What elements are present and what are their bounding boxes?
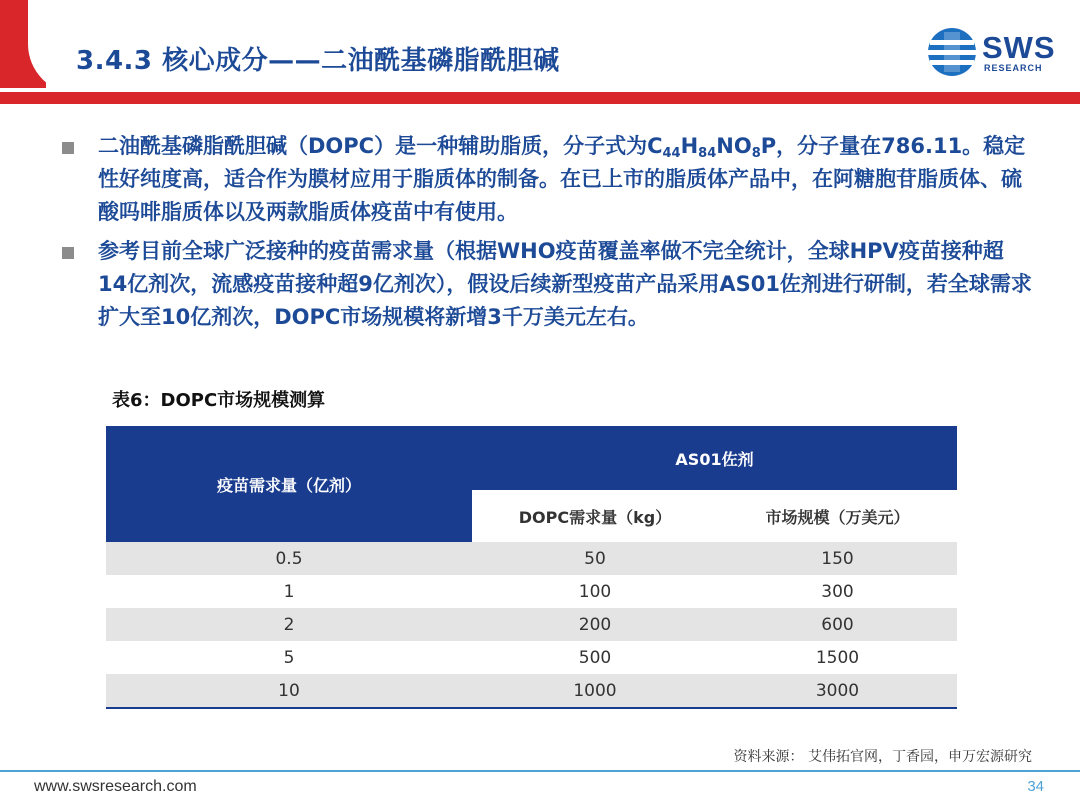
header-market-size: 市场规模（万美元）: [718, 490, 957, 542]
page-number: 34: [1027, 778, 1044, 795]
cell-dopc: 1000: [472, 674, 718, 708]
cell-demand: 2: [106, 608, 472, 641]
footer-url-link[interactable]: www.swsresearch.com: [34, 778, 197, 795]
bullet-text-market: 参考目前全球广泛接种的疫苗需求量（根据WHO疫苗覆盖率做不完全统计，全球HPV疫苗接种超14亿剂次，流感疫苗接种超9亿剂次），假设后续新型疫苗产品采用AS01佐剂进行研制，若全球需求扩大至10亿剂次，DOPC市场规模将新增3千万美元左右。: [98, 239, 1032, 329]
table-row: [106, 608, 957, 641]
cell-demand: 10: [106, 674, 472, 708]
cell-market: 3000: [718, 674, 957, 708]
table-row: [106, 575, 957, 608]
bullet-square-icon: [62, 142, 74, 154]
header-dopc-demand: DOPC需求量（kg）: [472, 490, 718, 542]
header-red-band: [0, 92, 1080, 104]
cell-demand: 0.5: [106, 542, 472, 575]
cell-dopc: 500: [472, 641, 718, 674]
cell-market: 1500: [718, 641, 957, 674]
sws-logo: [926, 26, 1066, 82]
cell-dopc: 200: [472, 608, 718, 641]
bullet-item: [62, 235, 1032, 334]
cell-dopc: 50: [472, 542, 718, 575]
footer-divider: [0, 770, 1080, 772]
cell-demand: 1: [106, 575, 472, 608]
bullet-square-icon: [62, 247, 74, 259]
cell-demand: 5: [106, 641, 472, 674]
header-vaccine-demand: 疫苗需求量（亿剂）: [106, 426, 472, 542]
cell-market: 600: [718, 608, 957, 641]
bullet-text-dopc: 二油酰基磷脂酰胆碱（DOPC）是一种辅助脂质，分子式为$C_{44}H_{84}NO_8P$，分子量在786.11。稳定性好纯度高，适合作为膜材应用于脂质体的制备。在已上市的脂质体产品中，在阿糖胞苷脂质体、硫酸吗啡脂质体以及两款脂质体疫苗中有使用。: [98, 134, 1026, 224]
table-row: [106, 542, 957, 575]
table-title: 表6：DOPC市场规模测算: [112, 390, 326, 411]
cell-market: 150: [718, 542, 957, 575]
bullet-item: [62, 130, 1032, 229]
table-row: [106, 641, 957, 674]
bullet-list: [62, 130, 1032, 340]
cell-market: 300: [718, 575, 957, 608]
logo-subtitle: RESEARCH: [984, 63, 1043, 73]
logo-wordmark: SWS: [982, 30, 1056, 65]
header-as01: AS01佐剂: [472, 426, 957, 490]
dopc-market-table: [106, 426, 957, 709]
page-title: 3.4.3 核心成分——二油酰基磷脂酰胆碱: [76, 46, 560, 76]
cell-dopc: 100: [472, 575, 718, 608]
table-row: [106, 674, 957, 708]
source-note: 资料来源： 艾伟拓官网，丁香园，申万宏源研究: [733, 749, 1032, 765]
sws-globe-icon: [926, 26, 978, 78]
